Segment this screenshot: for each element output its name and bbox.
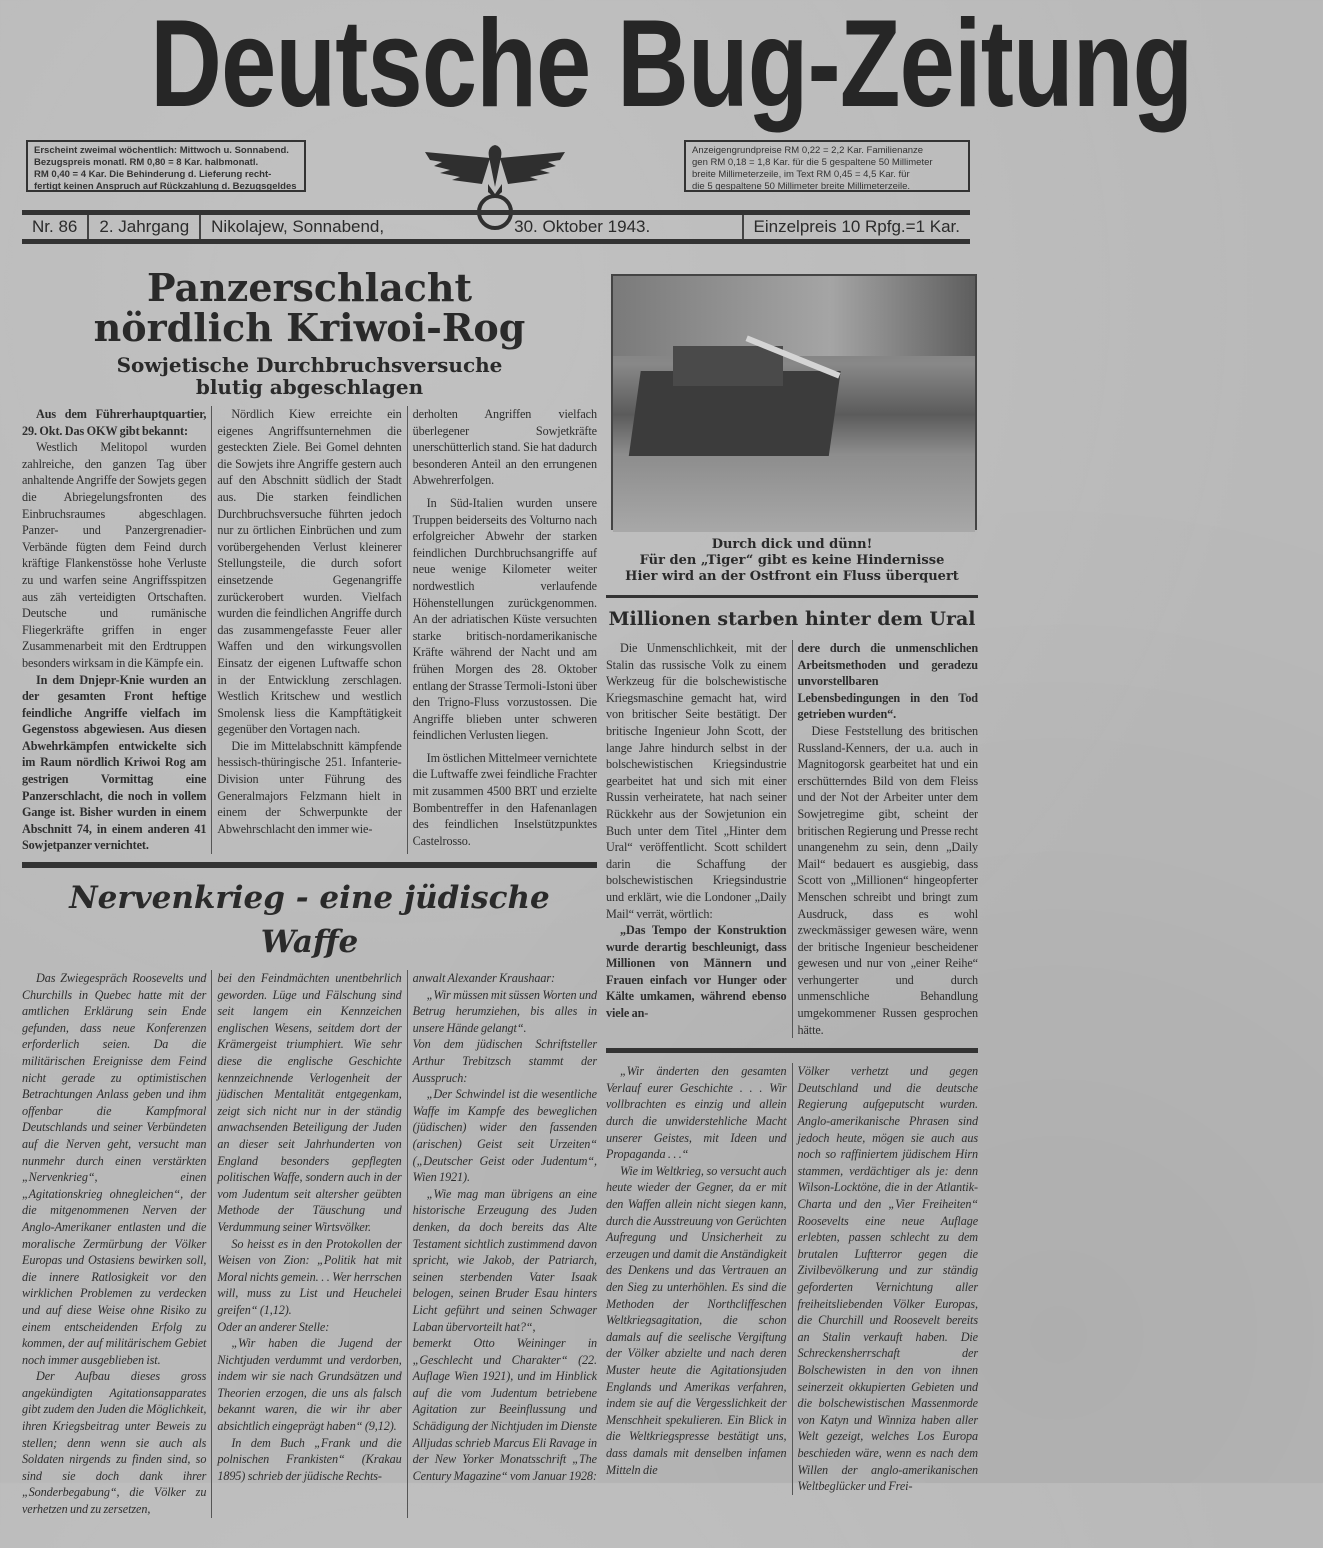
- info-line: Bezugspreis monatl. RM 0,80 = 8 Kar. halbmonatl.: [34, 157, 259, 168]
- divider: [606, 595, 978, 598]
- article3-headline: Nervenkrieg - eine jüdische Waffe: [69, 880, 550, 961]
- article3-columns-left: [22, 970, 597, 1518]
- paragraph: In dem Buch „Frank und die polnischen Frankisten“ (Krakau 1895) schrieb der jüdische Rechts-: [217, 1435, 402, 1483]
- paragraph: Diese Feststellung des britischen Russland-Kenners, der u.a. auch in Magnitogorsk gearbeitet hat und ein erschütterndes Bild von dem Fleiss und der Not der Arbeiter unter dem Sowjetregime gibt, scheint der britischen Regierung und Presse recht unangenehm zu sein, denn „Daily Mail“ bedauert es ausgiebig, dass Scott von „Millionen“ hingeopferter Menschen schreibt und bringt zum Ausdruck, dass es wohl zweckmässiger gewesen wäre, wenn der britische Ingenieur bescheidener gewesen und nur von „einer Reihe“ verhungerter und durch unmenschliche Behandlung umgekommener Russen gesprochen hätte.: [797, 723, 978, 1037]
- paragraph: Der Aufbau dieses gross angekündigten Agitationsapparates gibt zudem den Juden die Möglichkeit, ihren Kriegsbeitrag unter Beweis zu stellen; denn wenn sie auch als Soldaten nirgends zu finden sind, so sind sie doch dank ihrer „Sonderbegabung“, die Völker zu verhetzen und zu zersetzen,: [22, 1369, 207, 1517]
- caption-line: Hier wird an der Ostfront ein Fluss überquert: [625, 569, 959, 584]
- article1-headline: [22, 265, 597, 350]
- article1-column-1: [22, 406, 211, 854]
- paragraph: In dem Dnjepr-Knie wurden an der gesamten Front heftige feindliche Angriffe vielfach im Gegenstoss abgewiesen. Aus diesen Abwehrkämpfen entwickelte sich im Raum nördlich Kriwoi Rog am gestrigen Vormittag eine Panzerschlacht, die noch in vollem Gange ist. Bisher wurden in einem Abschnitt 74, in einem anderen 41 Sowjetpanzer vernichtet.: [22, 672, 207, 853]
- paragraph: bei den Feindmächten unentbehrlich geworden. Lüge und Fälschung sind seit langem ein Kennzeichen englischen Wesens, seitdem dort der Krämergeist triumphiert. Wie sehr diese die englische Geschichte kennzeichnende Verlogenheit der jüdischen Mentalität entgegenkam, zeigt sich nicht nur in der ständig anwachsenden Beteiligung der Juden an dieser seit Jahrhunderten von England besonders gepflegten politischen Waffe, sondern auch in der vom Judentum seit altersher geübten Methode der Täuschung und Verdummung seiner Wirtsvölker.: [217, 971, 402, 1234]
- issue-date: 30. Oktober 1943.: [504, 215, 743, 239]
- article1-subhead: [22, 354, 597, 398]
- info-line: Erscheint zweimal wöchentlich: Mittwoch u. Sonnabend.: [34, 145, 289, 156]
- paragraph: Das Zwiegespräch Roosevelts und Churchills in Quebec hatte mit der amtlichen Erklärung sein Ende gefunden, dass neue Konferenzen erforderlich seien. Da die militärischen Ereignisse dem Feind nicht gerade zu optimistischen Betrachtungen Anlass geben und ihm offenbar die Kampfmoral Deutschlands und seiner Verbündeten auf die Nerven geht, versucht man nunmehr durch einen verstärkten „Nervenkrieg“, einen „Agitationskrieg ohnegleichen“, der die mitgenommenen Nerven der Anglo-Amerikaner entlasten und die moralische Zermürbung der Völker Europas und Ostasiens bewirken soll, die innere Ratlosigkeit vor den wirklichen Problemen zu verdecken und auf diese Weise ohne Risiko zu einem entscheidenden Erfolg zu kommen, der auf militärischem Gebiet noch immer ausgeblieben ist.: [22, 971, 207, 1367]
- section-divider: [606, 1048, 978, 1053]
- volume: 2. Jahrgang: [89, 215, 201, 239]
- issue-info-bar: [22, 210, 970, 244]
- subhead-line: Sowjetische Durchbruchsversuche: [116, 353, 503, 377]
- headline-line: Panzerschlacht: [146, 265, 473, 310]
- issue-number: Nr. 86: [22, 215, 89, 239]
- left-pane: [22, 262, 597, 1518]
- paragraph: „Wir änderten den gesamten Verlauf eurer Geschichte . . . Wir vollbrachten es einzig und allein durch die unwiderstehliche Macht unserer Geistes, mit Ideen und Propaganda . . .“: [606, 1064, 787, 1162]
- paragraph: Nördlich Kiew erreichte ein eigenes Angriffsunternehmen die gesteckten Ziele. Bei Gomel dehnten die Sowjets ihre Angriffe gestern auch auf den Abschnitt südlich der Stadt aus. Die starken feindlichen Durchbruchsversuche führten jedoch nur zu örtlichen Einbrüchen und zum vorübergehenden Verlust kleinerer Stellungsteile, die durch sofort einsetzende Gegenangriffe zurückerobert wurden. Vielfach wurden die feindlichen Angriffe durch das zusammengefasste Feuer aller Waffen und den wirkungsvollen Einsatz der eigenen Luftwaffe schon in der Entwicklung zerschlagen. Westlich Kritschew und westlich Smolensk liess die Kampftätigkeit gegenüber den Vortagen nach.: [217, 407, 402, 737]
- paragraph: Die Unmenschlichkeit, mit der Stalin das russische Volk zu einem Werkzeug für die bolschewistische Kriegsmaschine gemacht hat, wird von britischer Seite bestätigt. Der britische Ingenieur John Scott, der lange Jahre hindurch selbst in der bolschewistischen Kriegsindustrie gearbeitet hat und sich mit einer Russin verheiratete, hat nach seiner Rückkehr aus der Sowjetunion ein Buch unter dem Titel „Hinter dem Ural“ veröffentlicht. Scott schildert darin die Schaffung der bolschewistischen Kriegsindustrie und erklärt, wie die Londoner „Daily Mail“ verrät, wörtlich:: [606, 641, 787, 921]
- paragraph: Westlich Melitopol wurden zahlreiche, den ganzen Tag über anhaltende Angriffe der Sowjets gegen die Abriegelungsfronten des Einbruchsraumes abgeschlagen. Panzer- und Panzergrenadier-Verbände fügten dem Feind durch kräftige Flankenstösse hohe Verluste zu und warfen seine Angriffsspitzen aus zäh verteidigten Ortschaften. Deutsche und rumänische Fliegerkräfte griffen in enger Zusammenarbeit mit den Erdtruppen besonders wirksam in die Kämpfe ein.: [22, 440, 207, 670]
- paragraph: In Süd-Italien wurden unsere Truppen beiderseits des Volturno nach erfolgreicher Abwehr der starken feindlichen Durchbruchsangriffe auf neue wenige Kilometer weiter nordwestlich verlaufende Höhenstellungen zurückgenommen. An der adriatischen Küste versuchten starke britisch-nordamerikanische Kräfte während der Nacht und am frühen Morgen des 28. Oktober entlang der Strasse Termoli-Istoni über den Trigno-Fluss vorzustossen. Die Angriffe blieben unter schweren feindlichen Verlusten liegen.: [412, 495, 597, 743]
- article1-columns: [22, 406, 597, 854]
- paragraph: „Der Schwindel ist die wesentliche Waffe im Kampfe des beweglichen (jüdischen) wider den fassenden (arischen) Geist seit Urzeiten“ („Deutscher Geist oder Judentum“, Wien 1921).: [412, 1087, 597, 1185]
- article3-column-3: [407, 970, 597, 1518]
- paragraph: Im östlichen Mittelmeer vernichtete die Luftwaffe zwei feindliche Frachter mit zusammen 4500 BRT und erzielte Bombentreffer in den Hafenanlagen des feindlichen Inselstützpunktes Castelrosso.: [412, 750, 597, 848]
- paragraph: Völker verhetzt und gegen Deutschland und die deutsche Regierung aufgeputscht wurden. Anglo-amerikanische Phrasen sind jedoch heute, mögen sie auch aus noch so raffiniertem jüdischem Hirn stammen, verdächtiger als je: denn Wilson-Locktöne, die in der Atlantik-Charta und den „Vier Freiheiten“ Roosevelts eine neue Auflage erlebten, passen schlecht zu dem brutalen Luftterror gegen die Zivilbevölkerung und zur ständig geforderten Vernichtung aller freiheitsliebenden Völker Europas, die Churchill und Roosevelt bereits an Stalin verkauft haben. Die Schreckensherrschaft der Bolschewisten in den von ihnen seinerzeit okkupierten Gebieten und die bolschewistischen Massenmorde von Katyn und Winniza haben aller Welt gezeigt, welches Los Europa beschieden wäre, wenn es nach dem Willen der anglo-amerikanischen Weltbeglücker und Frei-: [797, 1064, 978, 1494]
- paragraph: bemerkt Otto Weininger in „Geschlecht und Charakter“ (22. Auflage Wien 1921), und im Hinblick auf die vom Judentum betriebene Agitation zur Beeinflussung und Schädigung der Nichtjuden im Dienste Alljudas schrieb Marcus Eli Ravage in der New Yorker Monatsschrift „The Century Magazine“ vom Januar 1928:: [412, 1336, 597, 1483]
- article2-column-1: [606, 640, 792, 1038]
- info-line: breite Millimeterzeile, im Text RM 0,45 = 4,5 Kar. für: [692, 169, 910, 180]
- article3-column-5: [792, 1063, 979, 1494]
- info-line: die 5 gespaltene 50 Millimeter breite Millimeterzeile.: [692, 181, 911, 192]
- tank-photo: [611, 274, 977, 530]
- paragraph: derholten Angriffen vielfach überlegener Sowjetkräfte unerschütterlich stand. Sie hat dadurch besonderen Anteil an den errungenen Abwehrerfolgen.: [412, 407, 597, 488]
- masthead-title: Deutsche Bug-Zeitung: [150, 0, 1193, 133]
- page-body: [22, 262, 978, 1548]
- info-line: fertigt keinen Anspruch auf Rückzahlung d. Bezugsgeldes: [34, 181, 297, 192]
- article2-column-2: [792, 640, 979, 1038]
- paragraph: dere durch die unmenschlichen Arbeitsmethoden und geradezu unvorstellbaren Lebensbedingungen in den Tod getrieben wurden“.: [797, 641, 978, 722]
- article1-column-2: [211, 406, 406, 854]
- advertising-rates-box: [684, 140, 970, 192]
- paragraph: Aus dem Führerhauptquartier, 29. Okt. Das OKW gibt bekannt:: [22, 407, 207, 438]
- info-line: Anzeigengrundpreise RM 0,22 = 2,2 Kar. Familienanze: [692, 145, 924, 156]
- section-divider: [22, 862, 597, 868]
- article2-columns: [606, 640, 978, 1038]
- caption-line: Durch dick und dünn!: [711, 537, 873, 552]
- paragraph: Die im Mittelabschnitt kämpfende hessisch-thüringische 251. Infanterie-Division unter Führung des Generalmajors Felzmann hielt in einem der Schwerpunkte der Abwehrschlacht den immer wie-: [217, 738, 402, 836]
- article3-column-1: [22, 970, 211, 1518]
- photo-caption: [606, 537, 978, 585]
- paragraph: anwalt Alexander Kraushaar:: [412, 971, 555, 986]
- info-line: RM 0,40 = 4 Kar. Die Behinderung d. Lieferung recht-: [34, 169, 272, 180]
- place-day: Nikolajew, Sonnabend,: [211, 217, 385, 236]
- article1-column-3: [407, 406, 597, 854]
- right-pane: [606, 262, 978, 1495]
- paragraph: Von dem jüdischen Schriftsteller Arthur Trebitzsch stammt der Ausspruch:: [412, 1037, 597, 1085]
- subscription-info-box: [26, 140, 306, 192]
- article2-headline: Millionen starben hinter dem Ural: [608, 608, 976, 630]
- paragraph: „Wie mag man übrigens an eine historische Erzeugung des Juden denken, da doch bereits das Alte Testament sichtlich zustimmend davon spricht, wie Jakob, der Patriarch, seinen sterbenden Vater Isaak belogen, seinen Bruder Esau hinters Licht geführt und seinen Schwager Laban übervorteilt hat?“,: [412, 1186, 597, 1334]
- paragraph: „Wir haben die Jugend der Nichtjuden verdummt und verdorben, indem wir sie nach Grundsätzen und Theorien erzogen, die uns als falsch bekannt waren, die wir ihr aber absichtlich eingeprägt haben“ (9,12).: [217, 1336, 402, 1434]
- subhead-line: blutig abgeschlagen: [195, 375, 424, 399]
- bar-gap: [394, 215, 504, 239]
- article3-column-2: [211, 970, 406, 1518]
- article3-columns-right: [606, 1063, 978, 1494]
- paragraph: „Das Tempo der Konstruktion wurde derartig beschleunigt, dass Millionen von Männern und Frauen einfach vor Hunger oder Kälte umkamen, während ebenso viele an-: [606, 923, 787, 1021]
- caption-line: Für den „Tiger“ gibt es keine Hindernisse: [639, 553, 945, 568]
- paragraph: „Wir müssen mit süssen Worten und Betrug herumziehen, bis alles in unsere Hände gelangt“.: [412, 987, 597, 1035]
- article3-column-4: [606, 1063, 792, 1494]
- paragraph: Wie im Weltkrieg, so versucht auch heute wieder der Gegner, da er mit den Waffen allein nicht siegen kann, durch die Ausstreuung von Gerüchten Aufregung und Unsicherheit zu erzeugen und damit die Anständigkeit des Denkens und das Vertrauen an den Sieg zu unterhöhlen. Es sind die Methoden der Northcliffeschen Weltkriegsagitation, die schon damals auf die seelische Vergiftung der Völker abzielte und nach deren Muster heute die Agitationsjuden Englands und Amerikas verfahren, indem sie auf die Vergesslichkeit der Menschheit spekulieren. Ein Blick in die Weltkriegspresse bestätigt uns, dass damals mit denselben infamen Mitteln die: [606, 1163, 787, 1477]
- paragraph: Oder an anderer Stelle:: [217, 1319, 330, 1334]
- info-line: gen RM 0,18 = 1,8 Kar. für die 5 gespaltene 50 Millimeter: [692, 157, 933, 168]
- price: Einzelpreis 10 Rpfg.=1 Kar.: [753, 217, 960, 236]
- headline-line: nördlich Kriwoi-Rog: [93, 305, 526, 350]
- paragraph: So heisst es in den Protokollen der Weisen von Zion: „Politik hat mit Moral nichts gemein. . . Wer herrschen will, muss zu List und Heuchelei greifen“ (1,12).: [217, 1236, 402, 1317]
